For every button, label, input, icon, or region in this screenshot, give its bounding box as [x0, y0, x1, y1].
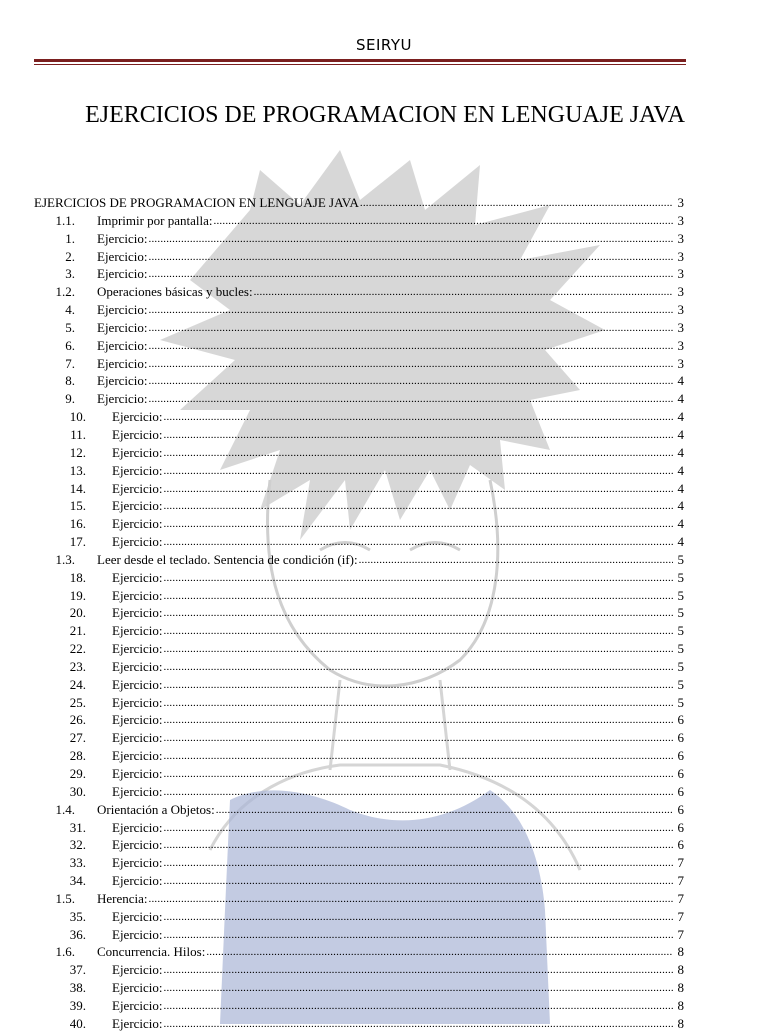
toc-dot-leader	[164, 623, 673, 641]
toc-dot-leader	[359, 552, 673, 570]
toc-dot-leader	[164, 909, 673, 927]
toc-entry[interactable]	[34, 426, 684, 444]
toc-entry-number: 16.	[69, 516, 86, 532]
header-rule-thin	[34, 64, 686, 65]
toc-entry[interactable]	[34, 676, 684, 694]
toc-entry-page: 5	[677, 623, 684, 639]
toc-entry[interactable]	[34, 265, 684, 283]
toc-entry-page: 6	[677, 766, 684, 781]
toc-dot-leader	[164, 998, 673, 1016]
toc-entry-label: Ejercicio:	[112, 498, 163, 514]
toc-entry-label: Ejercicio:	[97, 302, 148, 318]
toc-dot-leader	[164, 820, 673, 838]
toc-entry-number: 22.	[69, 641, 86, 657]
toc-entry-label: Ejercicio:	[112, 837, 163, 853]
toc-entry-label: Ejercicio:	[112, 712, 163, 728]
toc-entry-page: 4	[677, 498, 684, 514]
toc-entry-number: 5.	[65, 319, 75, 335]
toc-entry[interactable]	[34, 480, 684, 498]
toc-entry-page: 6	[677, 801, 684, 817]
toc-entry-label: Ejercicio:	[112, 980, 163, 996]
toc-entry-number: 2.	[65, 248, 75, 264]
toc-entry-label: Ejercicio:	[112, 873, 163, 889]
toc-entry-label: Ejercicio:	[112, 658, 163, 674]
toc-entry-page: 3	[677, 266, 684, 282]
toc-entry-label: Ejercicio:	[97, 230, 148, 246]
toc-entry-number: 14.	[69, 480, 86, 496]
toc-entry-number: 39.	[69, 997, 86, 1013]
toc-entry[interactable]	[34, 694, 684, 712]
toc-dot-leader	[164, 766, 673, 784]
toc-dot-leader	[164, 588, 673, 606]
toc-entry[interactable]	[34, 462, 684, 480]
toc-entry-label: Ejercicio:	[112, 997, 163, 1013]
toc-entry[interactable]	[34, 622, 684, 640]
toc-entry-label: EJERCICIOS DE PROGRAMACION EN LENGUAJE JAVA	[34, 195, 359, 210]
toc-entry-number: 30.	[69, 783, 86, 799]
toc-entry-label: Orientación a Objetos:	[97, 801, 215, 817]
toc-dot-leader	[164, 445, 673, 463]
toc-entry-number: 40.	[69, 1015, 86, 1031]
toc-entry[interactable]	[34, 283, 684, 301]
toc-entry[interactable]	[34, 801, 684, 819]
toc-entry-label: Ejercicio:	[112, 409, 163, 425]
toc-entry-label: Ejercicio:	[112, 730, 163, 746]
toc-entry[interactable]	[34, 408, 684, 426]
toc-entry-page: 5	[677, 605, 684, 621]
toc-entry-number: 1.5.	[55, 890, 75, 906]
toc-entry-page: 3	[677, 319, 684, 335]
toc-entry-page: 3	[677, 355, 684, 371]
toc-entry-number: 17.	[69, 534, 86, 550]
toc-entry-number: 3.	[65, 266, 75, 282]
toc-entry[interactable]	[34, 979, 684, 997]
toc-dot-leader	[164, 409, 673, 427]
toc-entry-label: Concurrencia. Hilos:	[97, 944, 206, 960]
toc-entry[interactable]	[34, 658, 684, 676]
toc-entry[interactable]	[34, 908, 684, 926]
toc-entry[interactable]	[34, 640, 684, 658]
toc-entry-page: 3	[677, 302, 684, 318]
toc-entry-number: 20.	[69, 605, 86, 621]
toc-entry-label: Ejercicio:	[112, 694, 163, 710]
toc-entry[interactable]	[34, 783, 684, 801]
toc-entry-page: 4	[677, 444, 684, 460]
toc-dot-leader	[164, 873, 673, 891]
toc-entry[interactable]	[34, 533, 684, 551]
toc-entry[interactable]	[34, 497, 684, 515]
toc-entry-label: Operaciones básicas y bucles:	[97, 284, 253, 300]
toc-entry-number: 10.	[69, 409, 86, 425]
toc-dot-leader	[164, 659, 673, 677]
toc-dot-leader	[164, 695, 673, 713]
toc-dot-leader	[149, 338, 673, 356]
toc-entry-label: Ejercicio:	[97, 373, 148, 389]
toc-entry[interactable]	[34, 926, 684, 944]
toc-entry-label: Ejercicio:	[112, 623, 163, 639]
toc-dot-leader	[164, 677, 673, 695]
toc-entry-number: 24.	[69, 676, 86, 692]
toc-entry-number: 1.1.	[55, 212, 75, 228]
toc-dot-leader	[164, 641, 673, 659]
toc-entry-page: 7	[677, 873, 684, 889]
toc-entry-page: 6	[677, 712, 684, 728]
toc-entry-label: Ejercicio:	[112, 480, 163, 496]
toc-entry[interactable]	[34, 872, 684, 890]
toc-entry[interactable]	[34, 230, 684, 248]
toc-entry[interactable]	[34, 729, 684, 747]
toc-entry-number: 26.	[69, 712, 86, 728]
toc-entry-label: Herencia:	[97, 890, 148, 906]
toc-entry-page: 5	[677, 676, 684, 692]
toc-entry-number: 18.	[69, 569, 86, 585]
toc-entry-label: Ejercicio:	[112, 641, 163, 657]
toc-entry-page: 4	[677, 409, 684, 425]
toc-dot-leader	[149, 302, 673, 320]
toc-entry-number: 1.2.	[55, 284, 75, 300]
toc-entry-page: 4	[677, 462, 684, 478]
toc-entry-number: 37.	[69, 962, 86, 978]
toc-entry[interactable]	[34, 212, 684, 230]
toc-entry-page: 4	[677, 426, 684, 442]
toc-entry-page: 8	[677, 1015, 684, 1031]
toc-entry-label: Ejercicio:	[112, 605, 163, 621]
toc-dot-leader	[214, 213, 673, 231]
toc-entry-number: 32.	[69, 837, 86, 853]
toc-dot-leader	[149, 391, 673, 409]
toc-entry-label: Ejercicio:	[112, 819, 163, 835]
toc-dot-leader	[164, 570, 673, 588]
header-rule-thick	[34, 59, 686, 62]
toc-entry[interactable]	[34, 587, 684, 605]
toc-entry-label: Ejercicio:	[97, 355, 148, 371]
toc-entry-number: 1.	[65, 230, 75, 246]
toc-entry[interactable]	[34, 819, 684, 837]
toc-entry-number: 13.	[69, 462, 86, 478]
toc-dot-leader	[164, 605, 673, 623]
toc-entry[interactable]	[34, 194, 684, 212]
toc-dot-leader	[164, 962, 673, 980]
toc-entry[interactable]	[34, 569, 684, 587]
toc-entry-page: 8	[677, 962, 684, 978]
toc-entry[interactable]	[34, 943, 684, 961]
toc-entry-label: Ejercicio:	[112, 926, 163, 942]
toc-dot-leader	[149, 320, 673, 338]
toc-entry-number: 1.6.	[55, 944, 75, 960]
toc-dot-leader	[254, 284, 673, 302]
toc-entry-number: 35.	[69, 908, 86, 924]
toc-entry-number: 9.	[65, 391, 75, 407]
toc-dot-leader	[149, 231, 673, 249]
toc-entry-page: 6	[677, 748, 684, 764]
toc-entry-page: 7	[677, 855, 684, 871]
toc-entry-page: 5	[677, 694, 684, 710]
toc-entry-page: 5	[677, 587, 684, 603]
toc-entry-number: 1.3.	[55, 551, 75, 567]
toc-entry-label: Imprimir por pantalla:	[97, 212, 213, 228]
toc-entry-page: 3	[677, 337, 684, 353]
toc-entry-number: 36.	[69, 926, 86, 942]
toc-dot-leader	[164, 855, 673, 873]
toc-dot-leader	[164, 980, 673, 998]
toc-entry-number: 1.4.	[55, 801, 75, 817]
toc-entry-number: 7.	[65, 355, 75, 371]
toc-dot-leader	[164, 427, 673, 445]
toc-dot-leader	[164, 1016, 673, 1034]
toc-dot-leader	[164, 498, 673, 516]
toc-entry-label: Ejercicio:	[97, 391, 148, 407]
toc-entry-page: 8	[677, 980, 684, 996]
toc-entry-number: 21.	[69, 623, 86, 639]
toc-entry-page: 6	[677, 730, 684, 746]
table-of-contents	[34, 194, 684, 1033]
toc-entry-label: Ejercicio:	[112, 426, 163, 442]
toc-entry-number: 6.	[65, 337, 75, 353]
toc-entry[interactable]	[34, 444, 684, 462]
page-header: SEIRYU	[355, 36, 413, 54]
toc-entry-page: 8	[677, 944, 684, 960]
toc-entry-label: Ejercicio:	[112, 444, 163, 460]
toc-entry-label: Ejercicio:	[112, 748, 163, 764]
toc-entry-number: 33.	[69, 855, 86, 871]
toc-dot-leader	[149, 249, 673, 267]
toc-entry-number: 23.	[69, 658, 86, 674]
toc-dot-leader	[164, 516, 673, 534]
toc-entry-number: 12.	[69, 444, 86, 460]
toc-dot-leader	[164, 837, 673, 855]
toc-entry[interactable]	[34, 319, 684, 337]
toc-dot-leader	[149, 356, 673, 374]
toc-entry-label: Ejercicio:	[97, 337, 148, 353]
toc-entry-page: 8	[677, 997, 684, 1013]
toc-entry[interactable]	[34, 248, 684, 266]
toc-entry-page: 7	[677, 890, 684, 906]
toc-entry-label: Ejercicio:	[97, 266, 148, 282]
toc-entry-label: Ejercicio:	[112, 534, 163, 550]
toc-dot-leader	[149, 891, 673, 909]
toc-entry-page: 7	[677, 926, 684, 942]
toc-entry-page: 4	[677, 480, 684, 496]
toc-entry-label: Ejercicio:	[112, 1015, 163, 1031]
toc-entry[interactable]	[34, 890, 684, 908]
toc-entry-page: 6	[677, 819, 684, 835]
toc-entry[interactable]	[34, 301, 684, 319]
toc-entry[interactable]	[34, 355, 684, 373]
toc-entry-label: Leer desde el teclado. Sentencia de condición (if):	[97, 551, 358, 567]
toc-dot-leader	[206, 944, 673, 962]
toc-entry-page: 5	[677, 641, 684, 657]
toc-entry[interactable]	[34, 765, 684, 783]
toc-entry-number: 29.	[69, 766, 86, 781]
toc-entry-number: 34.	[69, 873, 86, 889]
toc-entry[interactable]	[34, 515, 684, 533]
toc-entry[interactable]	[34, 836, 684, 854]
toc-dot-leader	[164, 712, 673, 730]
toc-entry[interactable]	[34, 337, 684, 355]
toc-entry-label: Ejercicio:	[112, 855, 163, 871]
toc-entry[interactable]	[34, 961, 684, 979]
toc-entry-page: 3	[677, 195, 684, 210]
toc-dot-leader	[164, 784, 673, 802]
toc-entry-number: 4.	[65, 302, 75, 318]
toc-entry-label: Ejercicio:	[112, 783, 163, 799]
toc-entry-page: 3	[677, 230, 684, 246]
toc-entry-number: 38.	[69, 980, 86, 996]
toc-dot-leader	[216, 802, 673, 820]
toc-dot-leader	[164, 730, 673, 748]
toc-entry-page: 6	[677, 837, 684, 853]
toc-entry-page: 3	[677, 212, 684, 228]
toc-entry-page: 7	[677, 908, 684, 924]
toc-entry-label: Ejercicio:	[112, 587, 163, 603]
toc-entry-number: 27.	[69, 730, 86, 746]
document-title: EJERCICIOS DE PROGRAMACION EN LENGUAJE JAVA	[85, 102, 685, 128]
toc-entry-page: 5	[677, 551, 684, 567]
toc-entry-page: 3	[677, 248, 684, 264]
toc-dot-leader	[164, 927, 673, 945]
toc-entry-label: Ejercicio:	[112, 908, 163, 924]
toc-entry-label: Ejercicio:	[112, 962, 163, 978]
toc-entry-number: 11.	[70, 426, 86, 442]
toc-dot-leader	[164, 748, 673, 766]
toc-entry-page: 4	[677, 516, 684, 532]
toc-dot-leader	[149, 266, 673, 284]
toc-dot-leader	[164, 534, 673, 552]
toc-dot-leader	[164, 463, 673, 481]
toc-entry[interactable]	[34, 372, 684, 390]
toc-entry-label: Ejercicio:	[112, 516, 163, 532]
toc-entry-label: Ejercicio:	[112, 569, 163, 585]
toc-entry[interactable]	[34, 604, 684, 622]
toc-entry-number: 28.	[69, 748, 86, 764]
toc-entry-page: 3	[677, 284, 684, 300]
toc-entry-page: 5	[677, 569, 684, 585]
toc-entry-number: 19.	[69, 587, 86, 603]
toc-entry[interactable]	[34, 747, 684, 765]
toc-entry-number: 31.	[69, 819, 86, 835]
toc-entry-number: 25.	[69, 694, 86, 710]
toc-entry-label: Ejercicio:	[112, 676, 163, 692]
toc-entry-number: 15.	[69, 498, 86, 514]
toc-entry[interactable]	[34, 711, 684, 729]
toc-entry-page: 5	[677, 658, 684, 674]
toc-entry[interactable]	[34, 997, 684, 1015]
toc-entry-page: 4	[677, 534, 684, 550]
toc-dot-leader	[164, 481, 673, 499]
toc-entry-page: 4	[677, 373, 684, 389]
toc-entry[interactable]	[34, 551, 684, 569]
toc-dot-leader	[360, 195, 673, 213]
toc-entry-label: Ejercicio:	[97, 248, 148, 264]
toc-entry-label: Ejercicio:	[97, 319, 148, 335]
toc-entry-page: 6	[677, 783, 684, 799]
toc-entry-label: Ejercicio:	[112, 462, 163, 478]
toc-dot-leader	[149, 373, 673, 391]
toc-entry-page: 4	[677, 391, 684, 407]
toc-entry-label: Ejercicio:	[112, 766, 163, 781]
toc-entry[interactable]	[34, 390, 684, 408]
toc-entry-number: 8.	[65, 373, 75, 389]
toc-entry[interactable]	[34, 854, 684, 872]
